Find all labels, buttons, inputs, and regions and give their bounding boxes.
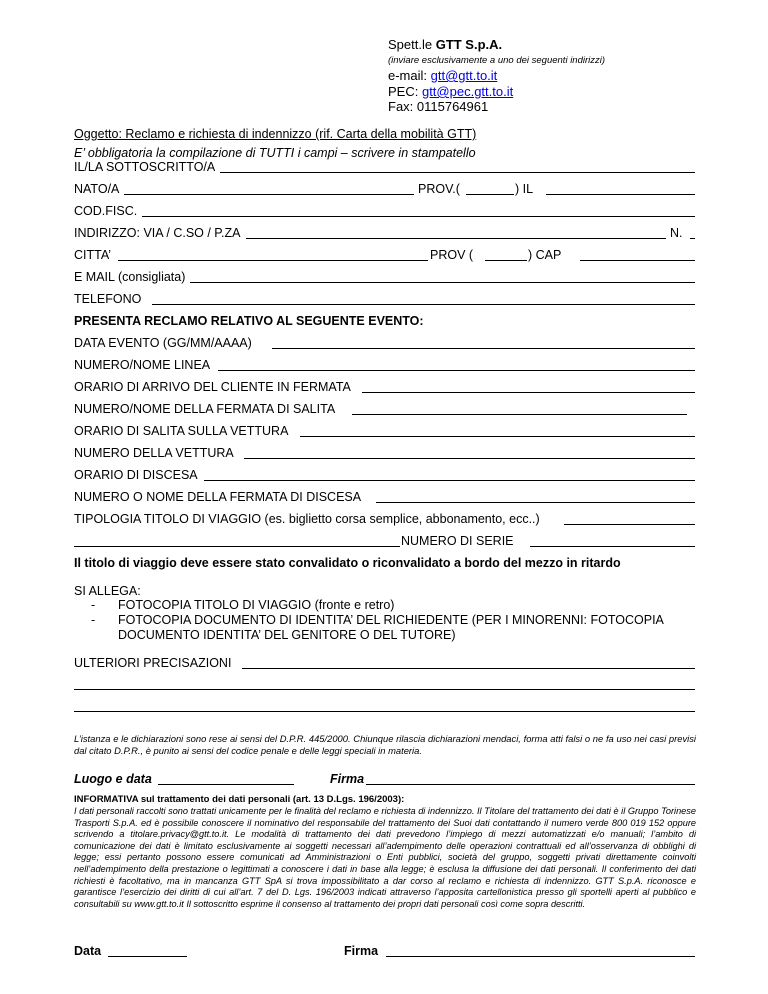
firma-top-field[interactable]	[366, 784, 695, 785]
attachment-item-cont: DOCUMENTO IDENTITA’ DEL GENITORE O DEL TUTORE)	[118, 628, 456, 642]
ulteriori-field-line-2[interactable]	[74, 689, 695, 690]
fermata-discesa-label: NUMERO O NOME DELLA FERMATA DI DISCESA	[74, 490, 362, 504]
orario-discesa-label: ORARIO DI DISCESA	[74, 468, 198, 482]
codfisc-label: COD.FISC.	[74, 204, 138, 218]
validation-note: Il titolo di viaggio deve essere stato convalidato o riconvalidato a bordo del mezzo in ritardo	[74, 556, 621, 570]
fermata-salita-label: NUMERO/NOME DELLA FERMATA DI SALITA	[74, 402, 336, 416]
send-instruction: (inviare esclusivamente a uno dei seguenti indirizzi)	[388, 55, 606, 66]
luogo-data-label: Luogo e data	[74, 772, 152, 786]
pec-line	[388, 84, 513, 99]
fermata-discesa-field[interactable]	[376, 502, 695, 503]
codfisc-field[interactable]	[142, 216, 695, 217]
numero-field[interactable]	[690, 238, 695, 239]
attachments-title: SI ALLEGA:	[74, 584, 141, 598]
attachment-bullet: -	[91, 613, 96, 627]
telefono-field[interactable]	[152, 304, 695, 305]
orario-arrivo-label: ORARIO DI ARRIVO DEL CLIENTE IN FERMATA	[74, 380, 351, 394]
prov-label: PROV.(	[418, 182, 460, 196]
nato-label: NATO/A	[74, 182, 120, 196]
email-line	[388, 68, 497, 83]
mandatory-note: E’ obbligatoria la compilazione di TUTTI i campi – scrivere in stampatello	[74, 146, 476, 160]
data-bottom-label: Data	[74, 944, 102, 958]
addressee-prefix: Spett.le	[388, 37, 436, 52]
pec-label: PEC:	[388, 84, 422, 99]
firma-bottom-label: Firma	[344, 944, 379, 958]
attachment-bullet: -	[91, 598, 96, 612]
vettura-label: NUMERO DELLA VETTURA	[74, 446, 234, 460]
addressee-company: GTT S.p.A.	[435, 37, 503, 52]
prov-field[interactable]	[466, 194, 514, 195]
serie-field[interactable]	[530, 546, 695, 547]
legal-note: L’istanza e le dichiarazioni sono rese ai sensi del D.P.R. 445/2000. Chiunque rilascia dichiarazioni mendaci, forma atti falsi o ne fa uso nei casi previsi dal citato D.P.R., è punito ai sensi del codice penale e delle leggi speciali in materia.	[74, 733, 696, 756]
pec-link[interactable]: gtt@pec.gtt.to.it	[421, 84, 514, 99]
birth-date-field[interactable]	[546, 194, 695, 195]
linea-field[interactable]	[218, 370, 695, 371]
vettura-field[interactable]	[244, 458, 695, 459]
subject: Oggetto: Reclamo e richiesta di indennizzo (rif. Carta della mobilità GTT)	[74, 127, 477, 141]
attachment-item: FOTOCOPIA TITOLO DI VIAGGIO (fronte e retro)	[118, 598, 395, 612]
orario-arrivo-field[interactable]	[362, 392, 695, 393]
telefono-label: TELEFONO	[74, 292, 142, 306]
luogo-data-field[interactable]	[158, 784, 294, 785]
citta-label: CITTA’	[74, 248, 112, 262]
informativa-body: I dati personali raccolti sono trattati unicamente per le finalità del reclamo e richiesta di indennizzo. Il Titolare del trattamento dei dati è il Gruppo Torinese Trasporti S.p.A. ed è possibile conoscere il nominativo del responsabile del trattamento dei Suoi dati contattando il numero verde 800 019 152 oppure scrivendo a titolare.privacy@gtt.to.it. Le modalità di trattamento dei dati prevedono l’impiego di mezzi automatizzati e/o manuali; l’ambito di comunicazione dei dati è limitato esclusivamente ai soggetti necessari all’adempimento delle operazioni contrattuali ed all’osservanza di obblighi di legge; essi pertanto possono essere comunicati ad Amministrazioni o Enti pubblici, società del gruppo, soggetti privati direttamente coinvolti nell’adempimento della prestazione o legittimati a conoscere i dati in base alla legge; è esclusa la diffusione dei dati personali. Il conferimento dei dati richiesti è facoltativo, ma in mancanza GTT SpA si trova impossibilitato a dar corso al reclamo e richiesta di indennizzo. GTT S.p.A. riconosce e garantisce l’esercizio dei diritti di cui all’art. 7 del D. Lgs. 196/2003 indicati attraverso l’apposita cartellonistica presso gli sportelli aperti al pubblico e consultabili su www.gtt.to.it Il sottoscritto esprime il consenso al trattamento dei propri dati personali così come sopra descritti.	[74, 806, 696, 909]
sottoscritto-label: IL/LA SOTTOSCRITTO/A	[74, 160, 216, 174]
ulteriori-field[interactable]	[242, 668, 695, 669]
firma-bottom-field[interactable]	[386, 956, 695, 957]
ulteriori-field-line-3[interactable]	[74, 711, 695, 712]
tipologia-field-cont[interactable]	[74, 546, 400, 547]
linea-label: NUMERO/NOME LINEA	[74, 358, 211, 372]
email-label: e-mail:	[388, 68, 431, 83]
citta-prov-label: PROV (	[430, 248, 474, 262]
informativa-title: INFORMATIVA sul trattamento dei dati personali (art. 13 D.Lgs. 196/2003):	[74, 794, 405, 805]
ulteriori-label: ULTERIORI PRECISAZIONI	[74, 656, 232, 670]
orario-salita-field[interactable]	[300, 436, 695, 437]
serie-label: NUMERO DI SERIE	[401, 534, 514, 548]
data-bottom-field[interactable]	[108, 956, 187, 957]
email-field-label: E MAIL (consigliata)	[74, 270, 186, 284]
section-title: PRESENTA RECLAMO RELATIVO AL SEGUENTE EVENTO:	[74, 314, 424, 328]
cap-field[interactable]	[580, 260, 695, 261]
addressee	[388, 37, 502, 52]
indirizzo-label: INDIRIZZO: VIA / C.SO / P.ZA	[74, 226, 241, 240]
sottoscritto-field[interactable]	[220, 172, 695, 173]
numero-label: N.	[670, 226, 683, 240]
indirizzo-field[interactable]	[246, 238, 666, 239]
orario-discesa-field[interactable]	[204, 480, 695, 481]
attachment-item: FOTOCOPIA DOCUMENTO DI IDENTITA’ DEL RICHIEDENTE (PER I MINORENNI: FOTOCOPIA	[118, 613, 664, 627]
citta-field[interactable]	[118, 260, 428, 261]
citta-prov-field[interactable]	[485, 260, 527, 261]
nato-field[interactable]	[124, 194, 414, 195]
tipologia-label: TIPOLOGIA TITOLO DI VIAGGIO (es. biglietto corsa semplice, abbonamento, ecc..)	[74, 512, 540, 526]
fermata-salita-field[interactable]	[352, 414, 687, 415]
il-label: ) IL	[515, 182, 534, 196]
tipologia-field[interactable]	[564, 524, 695, 525]
data-evento-label: DATA EVENTO (GG/MM/AAAA)	[74, 336, 252, 350]
email-link[interactable]: gtt@gtt.to.it	[430, 68, 498, 83]
data-evento-field[interactable]	[272, 348, 695, 349]
firma-top-label: Firma	[330, 772, 365, 786]
orario-salita-label: ORARIO DI SALITA SULLA VETTURA	[74, 424, 289, 438]
fax-line: Fax: 0115764961	[388, 99, 489, 114]
email-field[interactable]	[190, 282, 695, 283]
cap-label: ) CAP	[528, 248, 562, 262]
